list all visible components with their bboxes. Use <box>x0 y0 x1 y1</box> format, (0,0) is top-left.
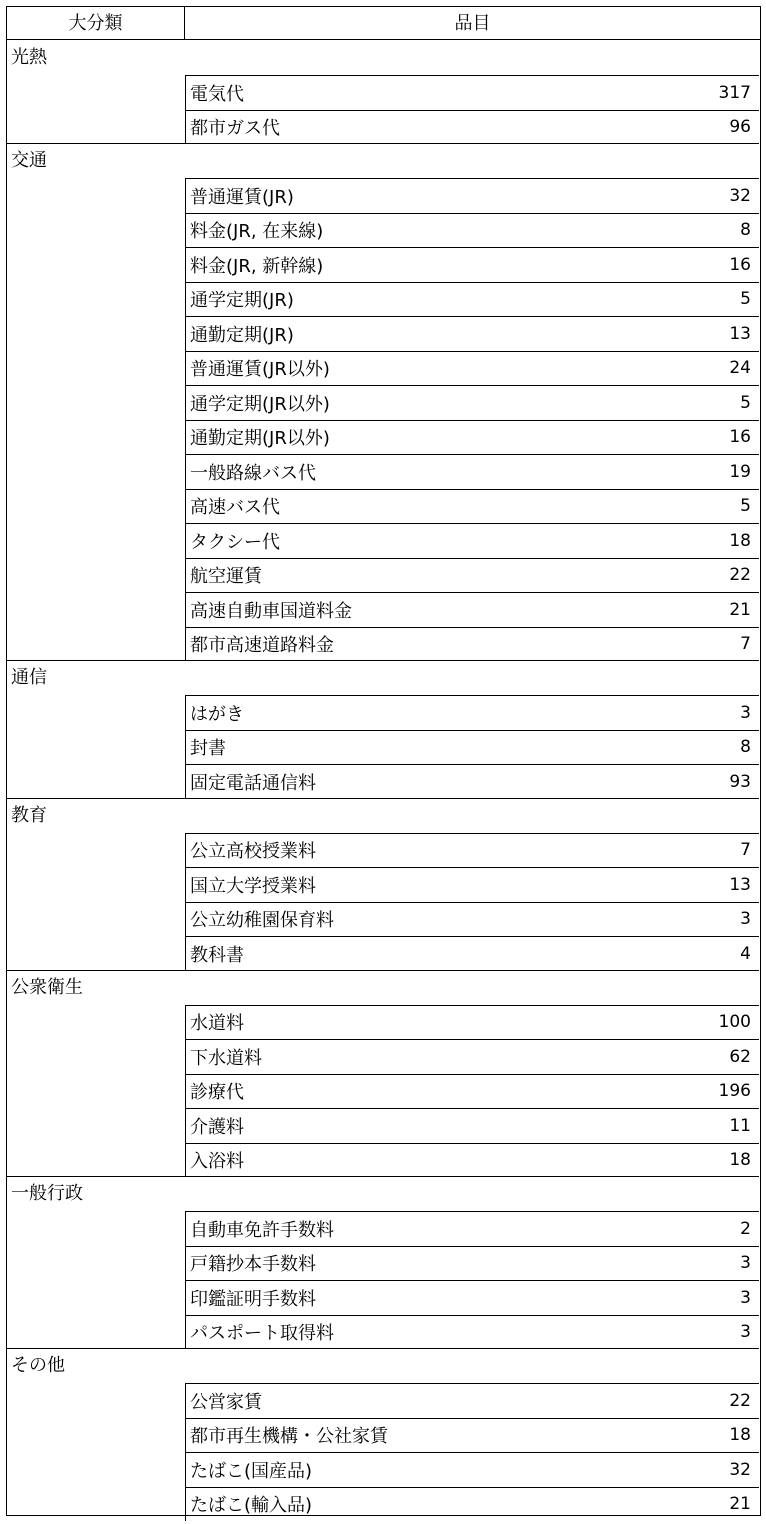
table-row <box>185 1487 759 1522</box>
item-value: 2 <box>740 1218 751 1239</box>
item-name: 通勤定期(JR) <box>190 324 294 346</box>
category-label: 一般行政 <box>11 1183 83 1204</box>
item-name: 国立大学授業料 <box>190 875 316 897</box>
item-name: 自動車免許手数料 <box>190 1219 334 1241</box>
item-value: 3 <box>740 1253 751 1274</box>
table-row <box>185 351 759 386</box>
table-row <box>185 1108 759 1143</box>
item-name: 公営家賃 <box>190 1391 262 1413</box>
item-name: 介護料 <box>190 1116 244 1138</box>
table-row <box>185 385 759 420</box>
category-block <box>7 971 759 1178</box>
item-value: 7 <box>740 634 751 655</box>
item-value: 18 <box>729 530 751 551</box>
item-name: 電気代 <box>190 83 244 105</box>
table-row <box>185 420 759 455</box>
table-row <box>185 489 759 524</box>
item-value: 32 <box>729 185 751 206</box>
item-name: 航空運賃 <box>190 566 262 588</box>
category-label: 公衆衛生 <box>11 976 83 998</box>
item-name: 公立幼稚園保育料 <box>190 910 334 932</box>
item-name: 通学定期(JR) <box>190 290 294 312</box>
item-value: 93 <box>729 771 751 792</box>
category-label: 教育 <box>11 804 47 826</box>
category-label: 通信 <box>11 667 47 688</box>
item-value: 5 <box>740 496 751 517</box>
table-row <box>185 75 759 110</box>
item-value: 13 <box>729 323 751 344</box>
table-row <box>185 282 759 317</box>
item-value: 21 <box>729 1494 751 1515</box>
table-row <box>185 1074 759 1109</box>
category-label: 光熱 <box>11 47 47 68</box>
item-name: 普通運賃(JR以外) <box>190 359 330 381</box>
item-value: 7 <box>740 840 751 861</box>
item-name: 一般路線バス代 <box>190 462 316 484</box>
item-name: 通勤定期(JR以外) <box>190 428 330 450</box>
item-value: 19 <box>729 461 751 482</box>
item-name: 料金(JR, 新幹線) <box>190 255 324 277</box>
item-value: 3 <box>740 702 751 723</box>
item-name: 都市ガス代 <box>190 118 280 140</box>
item-value: 5 <box>740 392 751 413</box>
table-row <box>185 1280 759 1315</box>
table-row <box>185 936 759 971</box>
item-value: 196 <box>718 1081 751 1102</box>
item-name: 公立高校授業料 <box>190 841 316 863</box>
item-value: 32 <box>729 1459 751 1480</box>
header-category: 大分類 <box>7 7 185 40</box>
item-name: 高速自動車国道料金 <box>190 600 352 622</box>
item-value: 24 <box>729 358 751 379</box>
table-row <box>185 1143 759 1178</box>
item-value: 16 <box>729 427 751 448</box>
item-name: パスポート取得料 <box>190 1323 334 1345</box>
table-row <box>185 627 759 662</box>
item-name: 水道料 <box>190 1013 244 1035</box>
table-row <box>185 110 759 145</box>
item-name: 印鑑証明手数料 <box>190 1288 316 1310</box>
item-value: 22 <box>729 565 751 586</box>
item-value: 18 <box>729 1150 751 1171</box>
item-value: 8 <box>740 220 751 241</box>
category-block <box>7 144 759 661</box>
item-name: 料金(JR, 在来線) <box>190 221 324 243</box>
table-row <box>185 1383 759 1418</box>
table-row <box>185 764 759 799</box>
table-row <box>185 454 759 489</box>
item-value: 8 <box>740 737 751 758</box>
item-value: 22 <box>729 1390 751 1411</box>
item-value: 13 <box>729 874 751 895</box>
item-name: 封書 <box>190 738 226 760</box>
item-name: タクシー代 <box>190 531 280 553</box>
table-row <box>185 1418 759 1453</box>
table-row <box>185 1315 759 1350</box>
table-row <box>185 1005 759 1040</box>
item-value: 18 <box>729 1425 751 1446</box>
table-row <box>185 316 759 351</box>
item-name: 高速バス代 <box>190 497 280 519</box>
table-row <box>185 178 759 213</box>
table-row <box>185 247 759 282</box>
category-block <box>7 661 759 799</box>
item-value: 3 <box>740 1287 751 1308</box>
table-row <box>185 867 759 902</box>
table-row <box>185 592 759 627</box>
item-name: たばこ(輸入品) <box>190 1495 313 1517</box>
item-name: 都市再生機構・公社家賃 <box>190 1426 388 1448</box>
item-value: 3 <box>740 1322 751 1343</box>
category-label: 交通 <box>11 150 47 171</box>
item-value: 11 <box>729 1115 751 1136</box>
table-row <box>185 1246 759 1281</box>
table-row <box>185 1452 759 1487</box>
item-name: たばこ(国産品) <box>190 1460 313 1482</box>
category-block <box>7 799 759 971</box>
item-value: 100 <box>718 1012 751 1033</box>
table-row <box>185 833 759 868</box>
item-value: 62 <box>729 1046 751 1067</box>
item-name: 通学定期(JR以外) <box>190 393 330 415</box>
item-name: 教科書 <box>190 944 244 966</box>
item-name: 戸籍抄本手数料 <box>190 1254 316 1276</box>
item-name: 普通運賃(JR) <box>190 186 294 208</box>
table-row <box>185 902 759 937</box>
item-name: 診療代 <box>190 1082 244 1104</box>
item-name: 都市高速道路料金 <box>190 635 334 657</box>
item-name: 入浴料 <box>190 1151 244 1173</box>
table-row <box>185 523 759 558</box>
table-row <box>185 558 759 593</box>
item-value: 317 <box>718 82 751 103</box>
price-table <box>6 6 761 1516</box>
item-value: 3 <box>740 909 751 930</box>
category-label: その他 <box>11 1355 65 1376</box>
category-block <box>7 1177 759 1349</box>
item-value: 21 <box>729 599 751 620</box>
table-row <box>185 730 759 765</box>
item-name: はがき <box>190 703 244 725</box>
category-block <box>7 41 759 144</box>
table-row <box>185 1039 759 1074</box>
item-value: 5 <box>740 289 751 310</box>
item-value: 96 <box>729 117 751 138</box>
item-name: 下水道料 <box>190 1047 262 1069</box>
table-row <box>185 213 759 248</box>
item-value: 4 <box>740 943 751 964</box>
header-item: 品目 <box>185 7 760 40</box>
table-row <box>185 695 759 730</box>
item-value: 16 <box>729 254 751 275</box>
table-row <box>185 1211 759 1246</box>
category-block <box>7 1349 759 1521</box>
item-name: 固定電話通信料 <box>190 772 316 794</box>
